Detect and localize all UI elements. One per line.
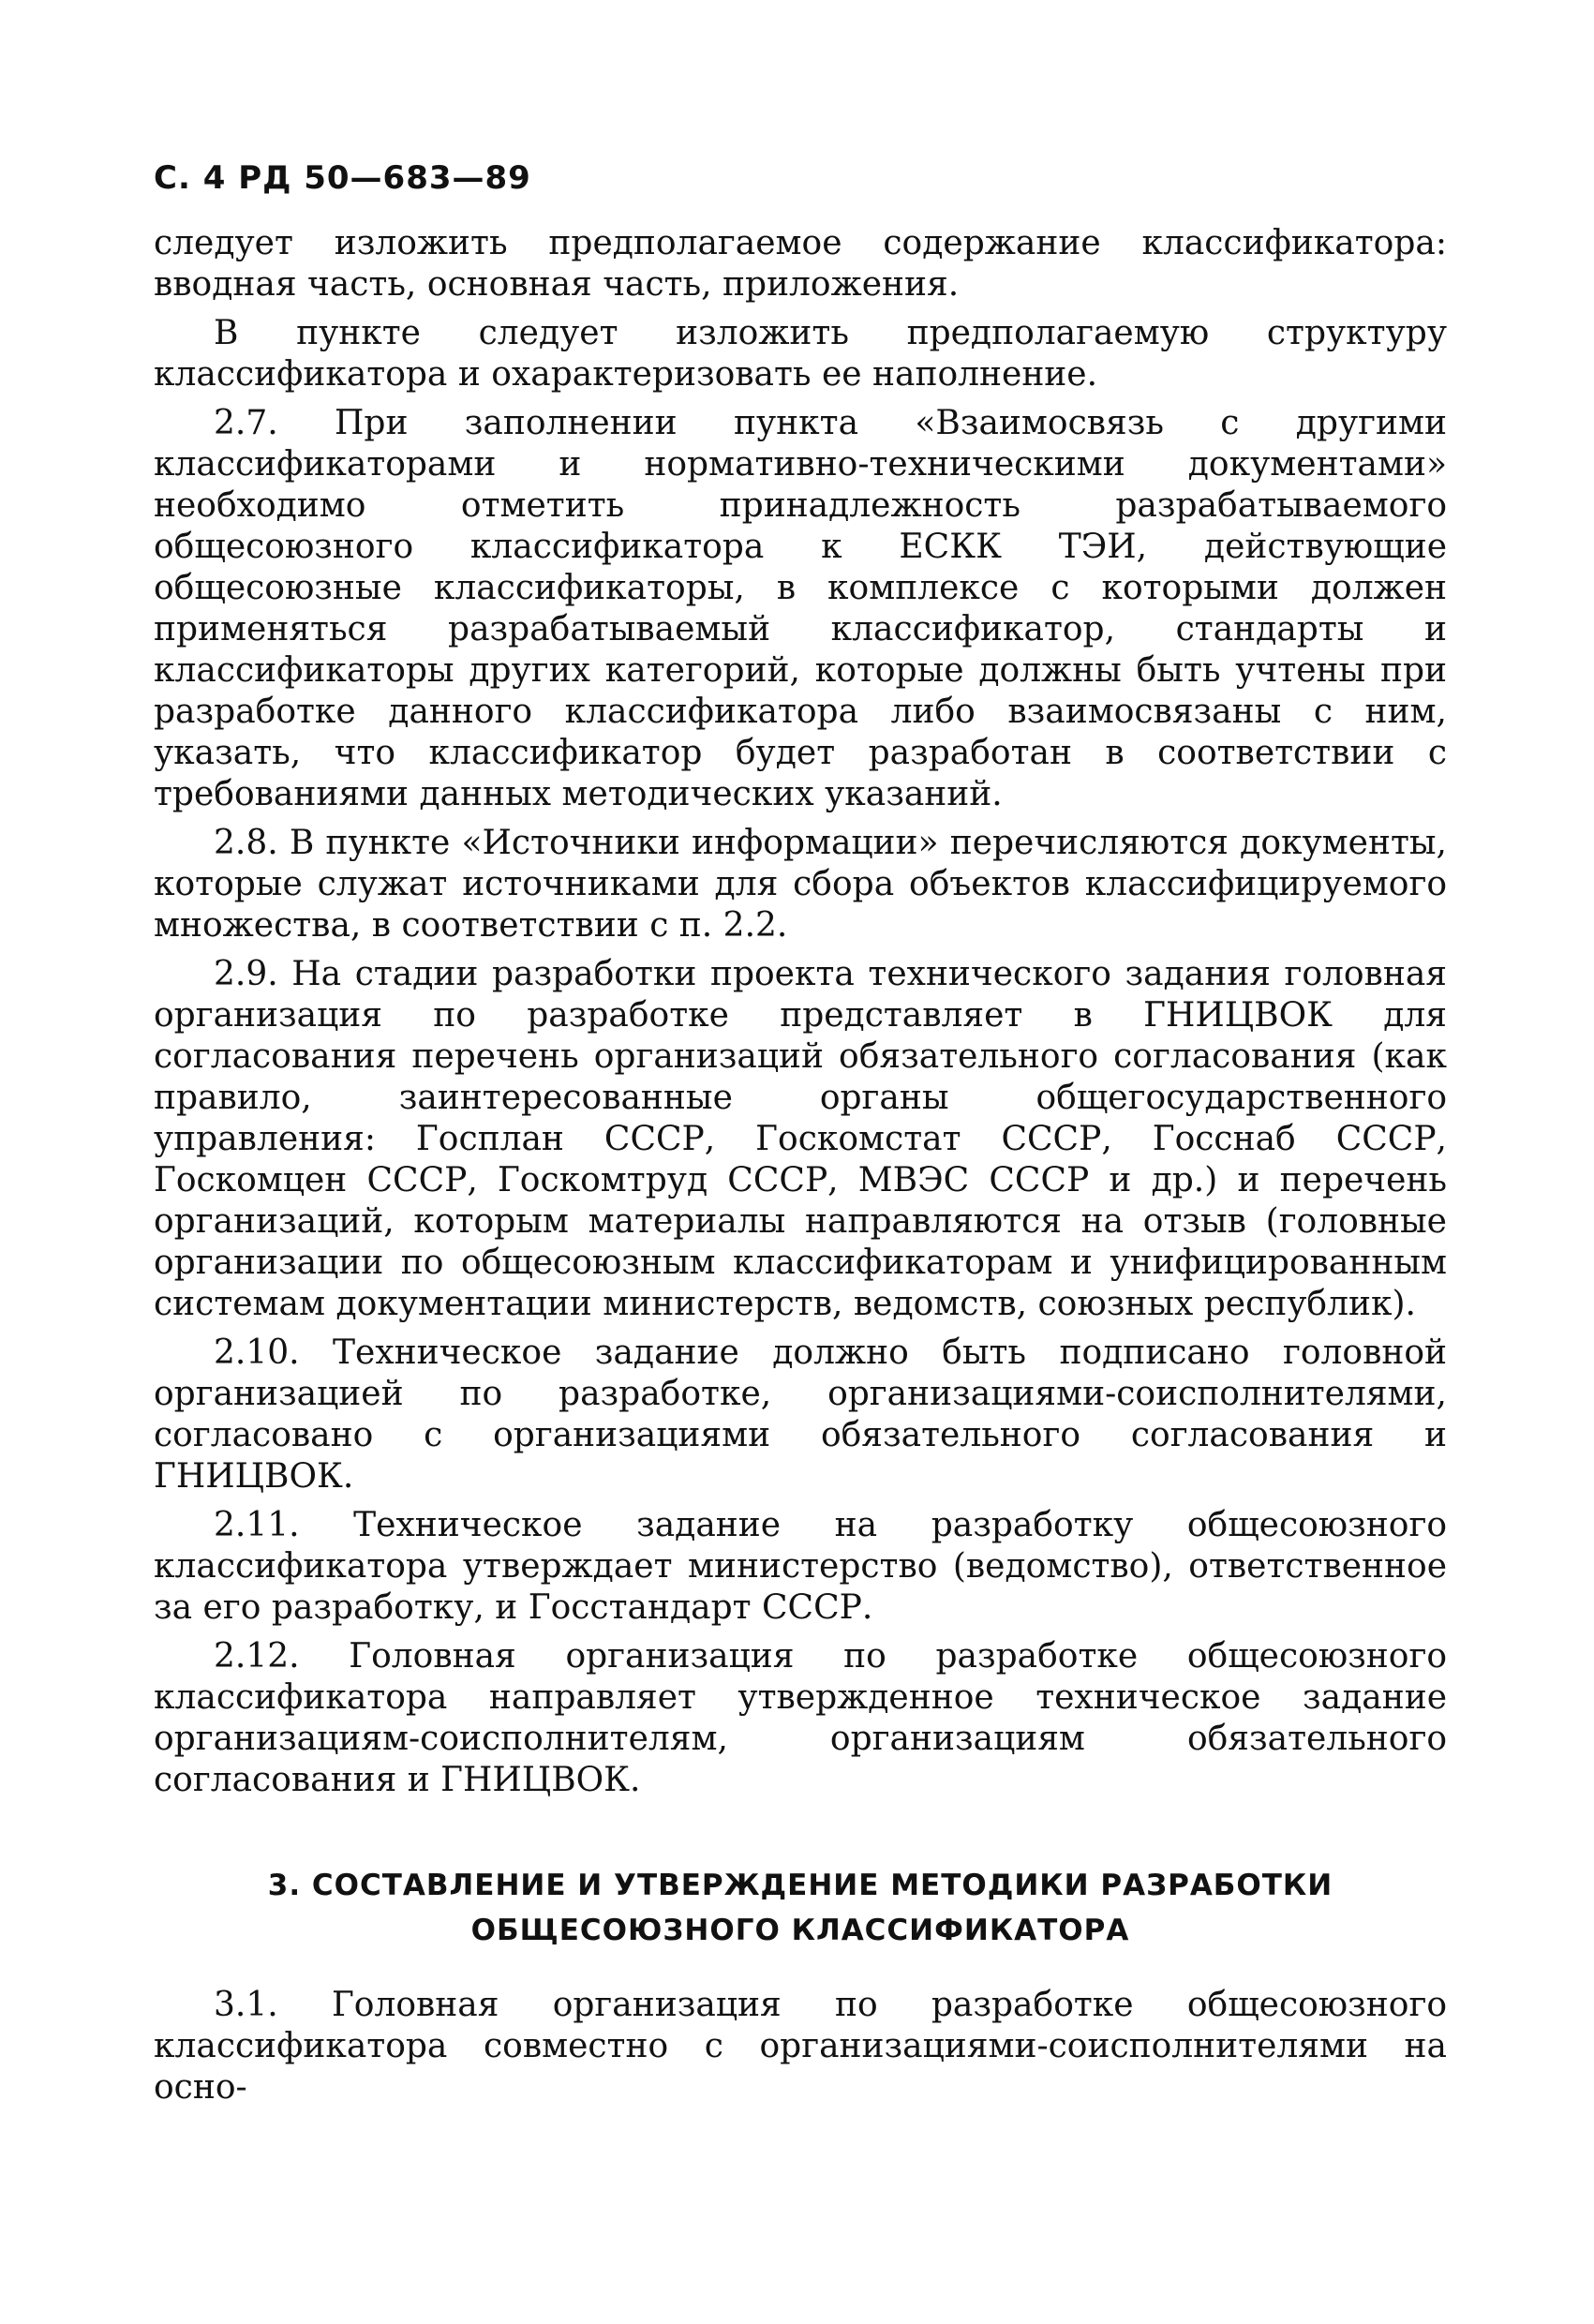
document-page [154,159,1447,2116]
page-header: С. 4 РД 50—683—89 [154,159,531,197]
paragraph-2-12: 2.12. Головная организация по разработке общесоюзного классификатора направляет утвержденное техническое задание организациям-соисполнителям, организациям обязательного согласования и ГНИЦВОК. [154,1637,1447,1799]
document-body [154,223,1447,1801]
paragraph-structure: В пункте следует изложить предполагаемую структуру классификатора и охарактеризовать ее наполнение. [154,314,1447,394]
paragraph-2-8: 2.8. В пункте «Источники информации» перечисляются документы, которые служат источниками для сбора объектов классифицируемого множества, в соответствии с п. 2.2. [154,824,1447,945]
section-3-body [154,1985,1447,2108]
paragraph-2-10: 2.10. Техническое задание должно быть подписано головной организацией по разработке, организациями-соисполнителями, согласовано с организациями обязательного согласования и ГНИЦВОК. [154,1333,1447,1496]
section-3-heading-line-1: 3. СОСТАВЛЕНИЕ И УТВЕРЖДЕНИЕ МЕТОДИКИ РАЗРАБОТКИ [267,1869,1333,1902]
section-3-heading [154,1863,1447,1953]
paragraph-2-7: 2.7. При заполнении пункта «Взаимосвязь с другими классификаторами и нормативно-техническими документами» необходимо отметить принадлежность разрабатываемого общесоюзного классификатора к ЕСКК ТЭИ, действующие общесоюзные классификаторы, в комплексе с которыми должен применяться разрабатываемый классификатор, стандарты и классификаторы других категорий, которые должны быть учтены при разработке данного классификатора либо взаимосвязаны с ним, указать, что классификатор будет разработан в соответствии с требованиями данных методических указаний. [154,404,1447,813]
paragraph-2-11: 2.11. Техническое задание на разработку общесоюзного классификатора утверждает министерство (ведомство), ответственное за его разработку, и Госстандарт СССР. [154,1506,1447,1627]
paragraph-3-1: 3.1. Головная организация по разработке общесоюзного классификатора совместно с организациями-соисполнителями на осно- [154,1986,1447,2107]
section-3-heading-line-2: ОБЩЕСОЮЗНОГО КЛАССИФИКАТОРА [470,1914,1130,1947]
paragraph-2-9: 2.9. На стадии разработки проекта технического задания головная организация по разработке представляет в ГНИЦВОК для согласования перечень организаций обязательного согласования (как правило, заинтересованные органы общегосударственного управления: Госплан СССР, Госкомстат СССР, Госснаб СССР, Госкомцен СССР, Госкомтруд СССР, МВЭС СССР и др.) и перечень организаций, которым материалы направляются на отзыв (головные организации по общесоюзным классификаторам и унифицированным системам документации министерств, ведомств, союзных республик). [154,955,1447,1323]
paragraph-continuation: следует изложить предполагаемое содержание классификатора: вводная часть, основная часть, приложения. [154,224,1447,304]
